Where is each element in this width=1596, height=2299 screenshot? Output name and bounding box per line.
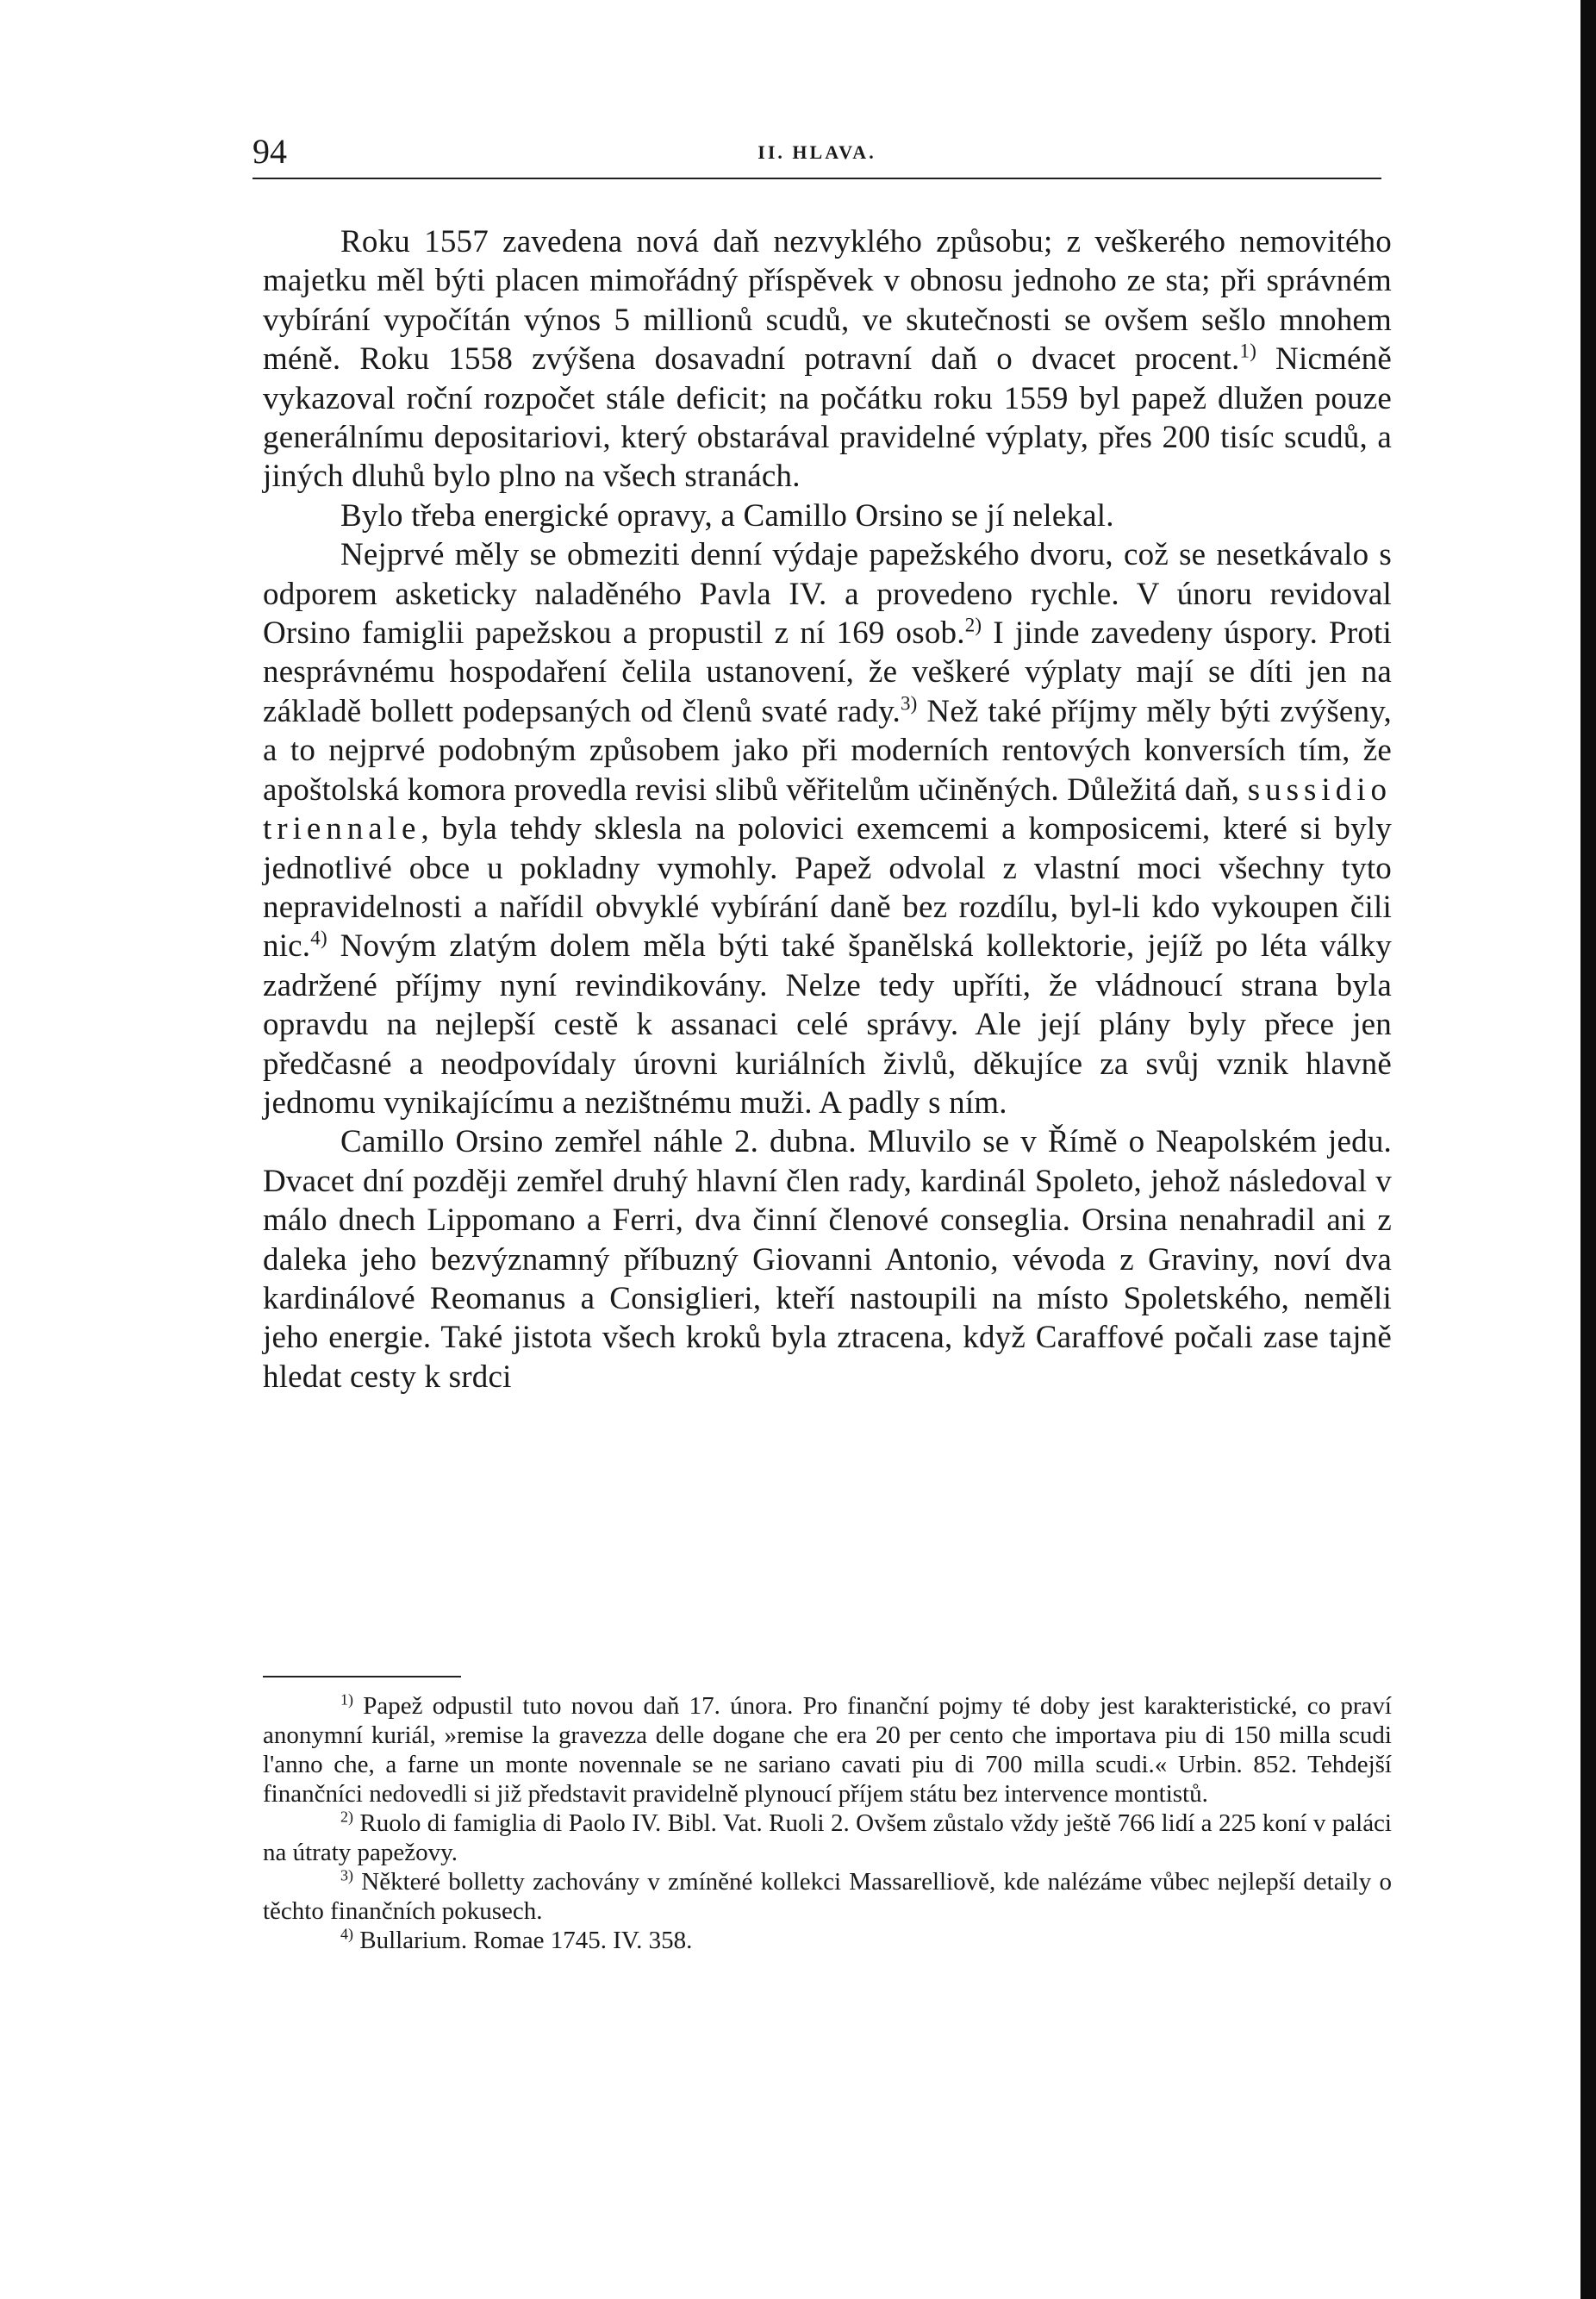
paragraph-1 [263,222,1392,497]
footnote-2-mark: 2) [340,1808,353,1826]
footnote-rule [263,1676,461,1677]
footnote-ref-4: 4) [310,927,327,949]
spaced-term: sussidio triennale [263,772,1392,847]
paragraph-3-text-a: Nejprvé měly se obmeziti denní výdaje papežského dvoru, což se nesetkávalo s odporem asketicky naladěného Pavla IV. a provedeno rychle. V únoru revidoval Orsino famiglii papežskou a propustil z ní 169 osob. [263,537,1392,652]
footnote-1-text: Papež odpustil tuto novou daň 17. února. Pro finanční pojmy té doby jest karakteristické, co praví anonymní kuriál, »remise la gravezza delle dogane che era 20 per cento che importava piu di 150 milla scudi l'anno che, a farne un monte novennale se ne sariano cavati piu di 700 milla scudi.« Urbin. 852. Tehdejší finančníci nedovedli si již představit pravidelně plynoucí příjem státu bez intervence montistů. [263,1692,1392,1808]
paragraph-4: Camillo Orsino zemřel náhle 2. dubna. Mluvilo se v Římě o Neapolském jedu. Dvacet dní později zemřel druhý hlavní člen rady, kardinál Spoleto, jehož následoval v málo dnech Lippomano a Ferri, dva činní členové conseglia. Orsina nenahradil ani z daleka jeho bezvýznamný příbuzný Giovanni Antonio, vévoda z Graviny, noví dva kardinálové Reomanus a Consiglieri, kteří nastoupili na místo Spoletského, neměli jeho energie. Také jistota všech kroků byla ztracena, když Caraffové počali zase tajně hledat cesty k srdci [263,1124,1392,1395]
footnote-4 [263,1926,1392,1955]
chapter-heading: II. HLAVA. [757,141,876,163]
footnote-ref-3: 3) [900,692,918,715]
footnote-1 [263,1691,1392,1809]
footnote-4-text: Bullarium. Romae 1745. IV. 358. [353,1927,693,1954]
footnote-ref-2: 2) [964,614,982,636]
footnote-3 [263,1867,1392,1926]
paragraph-1-text-b: Nicméně vykazoval roční rozpočet stále deficit; na počátku roku 1559 byl papež dlužen pouze generálnímu depositariovi, který obstarával pravidelné výplaty, přes 200 tisíc scudů, a jiných dluhů bylo plno na všech stranách. [263,341,1392,495]
footnote-3-mark: 3) [340,1866,353,1884]
paragraph-3-text-d: , byla tehdy sklesla na polovici exemcemi a komposicemi, které si byly jednotlivé obce u pokladny vymohly. Papež odvolal z vlastní moci všechny tyto nepravidelnosti a nařídil obvyklé vybírání daně bez rozdílu, byl-li kdo vykoupen čili nic. [263,811,1392,965]
footnote-2 [263,1809,1392,1867]
paragraph-2: Bylo třeba energické opravy, a Camillo Orsino se jí nelekal. [340,497,1114,534]
scan-edge [1580,0,1596,2299]
footnote-2-text: Ruolo di famiglia di Paolo IV. Bibl. Vat. Ruoli 2. Ovšem zůstalo vždy ještě 766 lidí a 225 koní v paláci na útraty papežovy. [263,1809,1392,1866]
header-rule [252,178,1381,179]
page-header [252,129,1381,181]
page-number: 94 [252,132,287,171]
paragraph-3 [263,535,1392,1122]
paragraph-3-text-e: Novým zlatým dolem měla býti také španělská kollektorie, jejíž po léta války zadržené příjmy nyní revindikovány. Nelze tedy upříti, že vládnoucí strana byla opravdu na nejlepší cestě k assanaci celé správy. Ale její plány byly přece jen předčasné a neodpovídaly úrovni kuriálních živlů, děkujíce za svůj vznik hlavně jednomu vynikajícímu a nezištnému muži. A padly s ním. [263,928,1392,1121]
main-text [263,222,1392,1396]
footnote-1-mark: 1) [340,1690,353,1709]
footnotes [263,1691,1392,1955]
paragraph-3-text-b: I jinde zavedeny úspory. Proti nesprávnému hospodaření čelila ustanovení, že veškeré výplaty mají se díti jen na základě bollett podepsaných od členů svaté rady. [263,615,1393,729]
footnote-ref-1: 1) [1239,340,1257,362]
paragraph-3-text-c: Než také příjmy měly býti zvýšeny, a to nejprvé podobným způsobem jako při moderních rentových konversích tím, že apoštolská komora provedla revisi slibů věřitelům učiněných. Důležitá daň, [263,693,1392,808]
paragraph-1-text-a: Roku 1557 zavedena nová daň nezvyklého způsobu; z veškerého nemovitého majetku měl býti placen mimořádný příspěvek v obnosu jednoho ze sta; při správném vybírání vypočítán výnos 5 millionů scudů, ve skutečnosti se ovšem sešlo mnohem méně. Roku 1558 zvýšena dosavadní potravní daň o dvacet procent. [263,224,1392,378]
footnote-4-mark: 4) [340,1925,353,1943]
footnote-3-text: Některé bolletty zachovány v zmíněné kollekci Massarelliově, kde nalézáme vůbec nejlepší detaily o těchto finančních pokusech. [263,1868,1392,1925]
